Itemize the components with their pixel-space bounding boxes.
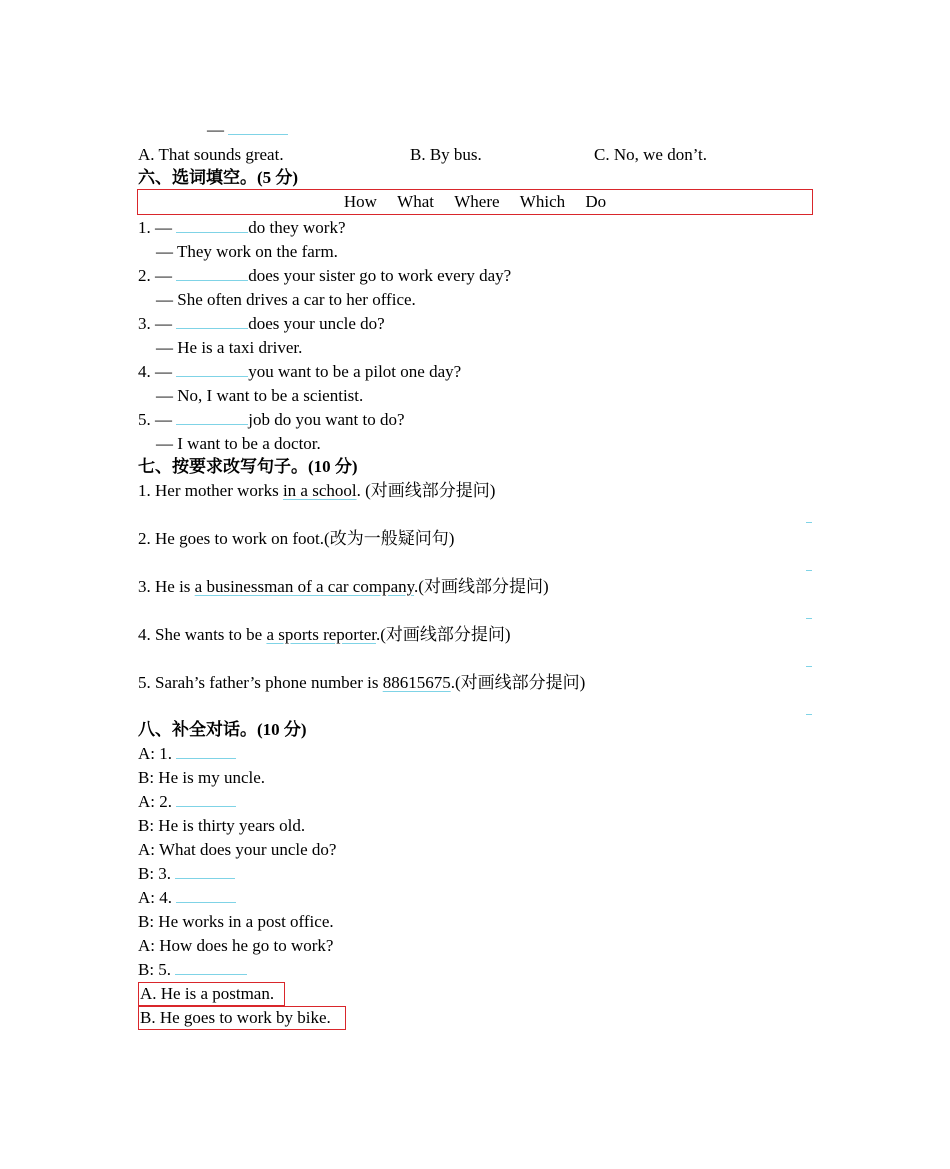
- answer-line-end[interactable]: [806, 618, 812, 619]
- underlined-phrase: in a school: [282, 481, 357, 500]
- answer-blank[interactable]: [176, 744, 236, 759]
- option-c: C. No, we don’t.: [594, 145, 708, 164]
- answer-blank[interactable]: [176, 410, 248, 425]
- answer-blank[interactable]: [228, 120, 288, 135]
- sec6-answer-2: — She often drives a car to her office.: [156, 290, 416, 309]
- dialogue-option-b: B. He goes to work by bike.: [138, 1006, 346, 1030]
- sec6-answer-3: — He is a taxi driver.: [156, 338, 303, 357]
- answer-line-end[interactable]: [806, 666, 812, 667]
- answer-blank[interactable]: [176, 362, 248, 377]
- underlined-phrase: a businessman of a car company: [194, 577, 415, 596]
- answer-blank[interactable]: [175, 960, 247, 975]
- option-a: A. That sounds great.: [138, 145, 284, 164]
- word-bank-item: How: [343, 192, 377, 211]
- section-8-heading: 八、补全对话。(10 分): [138, 720, 307, 739]
- word-bank-item: What: [397, 192, 434, 211]
- word-bank: [137, 189, 813, 215]
- section-7-heading: 七、按要求改写句子。(10 分): [138, 457, 358, 476]
- answer-blank[interactable]: [175, 864, 235, 879]
- sec6-question-3: 3. — does your uncle do?: [138, 314, 385, 333]
- dialogue-line: B: He is my uncle.: [138, 768, 266, 787]
- sec7-item-4: 4. She wants to be a sports reporter.(对画线部分提问): [138, 625, 511, 644]
- dialogue-line: A: 4.: [138, 888, 236, 908]
- dialogue-line: B: He works in a post office.: [138, 912, 334, 931]
- answer-blank[interactable]: [176, 314, 248, 329]
- answer-line-end[interactable]: [806, 522, 812, 523]
- answer-line-end[interactable]: [806, 570, 812, 571]
- underlined-phrase: a sports reporter: [266, 625, 376, 644]
- dialogue-line: B: 5.: [138, 960, 247, 980]
- dialogue-line: B: He is thirty years old.: [138, 816, 306, 835]
- dialogue-line: A: How does he go to work?: [138, 936, 334, 955]
- dialogue-line: A: 1.: [138, 744, 236, 764]
- sec6-question-2: 2. — does your sister go to work every day?: [138, 266, 512, 285]
- section-6-heading: 六、选词填空。(5 分): [138, 168, 299, 187]
- word-bank-item: Do: [585, 192, 607, 211]
- sec6-answer-1: — They work on the farm.: [156, 242, 338, 261]
- sec6-answer-5: — I want to be a doctor.: [156, 434, 321, 453]
- word-bank-item: Where: [454, 192, 500, 211]
- sec6-question-1: 1. — do they work?: [138, 218, 346, 237]
- dialogue-option-a: A. He is a postman.: [138, 982, 285, 1006]
- sec7-item-2: 2. He goes to work on foot.(改为一般疑问句): [138, 529, 455, 548]
- underlined-phrase: 88615675: [382, 673, 451, 692]
- sec7-item-3: 3. He is a businessman of a car company.(对画线部分提问): [138, 577, 549, 596]
- sec6-question-5: 5. — job do you want to do?: [138, 410, 405, 429]
- dialogue-line: A: What does your uncle do?: [138, 840, 337, 859]
- answer-line-end[interactable]: [806, 714, 812, 715]
- previous-answer-line: —: [207, 120, 288, 140]
- answer-blank[interactable]: [176, 266, 248, 281]
- dialogue-line: A: 2.: [138, 792, 236, 812]
- answer-blank[interactable]: [176, 888, 236, 903]
- sec6-answer-4: — No, I want to be a scientist.: [156, 386, 364, 405]
- sec6-question-4: 4. — you want to be a pilot one day?: [138, 362, 462, 381]
- answer-blank[interactable]: [176, 218, 248, 233]
- answer-blank[interactable]: [176, 792, 236, 807]
- dialogue-line: B: 3.: [138, 864, 235, 884]
- sec7-item-1: 1. Her mother works in a school. (对画线部分提问): [138, 481, 496, 500]
- sec7-item-5: 5. Sarah’s father’s phone number is 88615675.(对画线部分提问): [138, 673, 586, 692]
- word-bank-item: Which: [519, 192, 566, 211]
- option-b: B. By bus.: [410, 145, 482, 164]
